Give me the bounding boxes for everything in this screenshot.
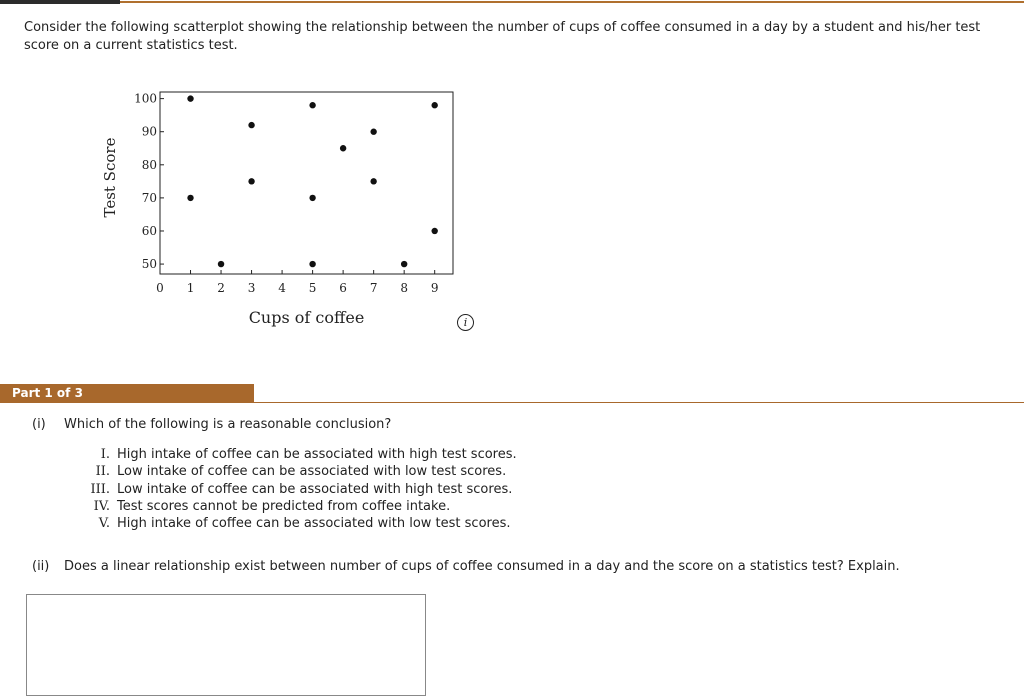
option-item <box>80 463 517 480</box>
top-header-bar <box>0 0 1024 4</box>
y-tick-label: 60 <box>141 223 157 238</box>
part-tab: Part 1 of 3 <box>0 384 254 403</box>
scatterplot <box>90 80 470 340</box>
y-tick-label: 90 <box>141 124 157 139</box>
y-tick-label: 50 <box>141 257 157 272</box>
x-tick-label: 5 <box>308 281 317 295</box>
x-tick-label: 1 <box>186 281 195 295</box>
conclusion-options <box>80 446 517 532</box>
option-number: IV. <box>93 498 110 514</box>
data-point <box>218 261 224 267</box>
question-ii-text: Does a linear relationship exist between number of cups of coffee consumed in a day and the score on a statistics test? Explain. <box>64 559 900 574</box>
x-tick-label: 7 <box>369 281 378 295</box>
x-axis-label: Cups of coffee <box>248 308 365 327</box>
option-text: Test scores cannot be predicted from coffee intake. <box>117 498 451 514</box>
y-tick-label: 100 <box>134 91 157 106</box>
answer-textbox[interactable] <box>26 594 426 696</box>
data-point <box>431 228 437 234</box>
y-tick-label: 70 <box>141 190 157 205</box>
data-point <box>340 145 346 151</box>
info-icon[interactable]: i <box>457 314 474 331</box>
option-number: III. <box>90 481 110 497</box>
data-point <box>309 195 315 201</box>
option-text: Low intake of coffee can be associated with high test scores. <box>117 481 513 497</box>
part-divider <box>0 402 1024 403</box>
x-tick-label: 8 <box>400 281 408 295</box>
data-point <box>187 95 193 101</box>
x-tick-label: 4 <box>278 281 286 295</box>
data-point <box>248 122 254 128</box>
data-point <box>401 261 407 267</box>
option-item <box>80 481 517 498</box>
data-point <box>309 102 315 108</box>
x-tick-label: 9 <box>430 281 439 295</box>
option-number: V. <box>98 516 110 532</box>
question-i-text: Which of the following is a reasonable conclusion? <box>64 417 392 432</box>
option-text: Low intake of coffee can be associated with low test scores. <box>117 464 507 480</box>
header-accent-line <box>120 1 1024 3</box>
data-point <box>187 195 193 201</box>
option-item <box>80 446 517 463</box>
data-point <box>370 178 376 184</box>
question-i-number: (i) <box>32 417 46 432</box>
header-dark-segment <box>0 0 120 4</box>
option-text: High intake of coffee can be associated with high test scores. <box>117 447 517 462</box>
option-item <box>80 515 517 532</box>
option-number: II. <box>95 464 110 480</box>
intro-text: Consider the following scatterplot showing the relationship between the number of cups of coffee consumed in a day by a student and his/her test score on a current statistics test. <box>24 20 981 53</box>
option-item <box>80 498 517 515</box>
question-ii-number: (ii) <box>32 559 50 574</box>
x-tick-label: 3 <box>247 281 256 295</box>
option-number: I. <box>100 447 110 462</box>
option-text: High intake of coffee can be associated with low test scores. <box>117 516 511 532</box>
y-tick-label: 80 <box>141 157 157 172</box>
data-point <box>248 178 254 184</box>
data-point <box>370 129 376 135</box>
x-tick-label: 2 <box>217 281 225 295</box>
x-tick-label: 6 <box>339 281 347 295</box>
data-point <box>309 261 315 267</box>
plot-frame <box>160 92 453 274</box>
y-axis-label: Test Score <box>101 137 119 218</box>
data-point <box>431 102 437 108</box>
x-tick-label: 0 <box>156 281 164 295</box>
